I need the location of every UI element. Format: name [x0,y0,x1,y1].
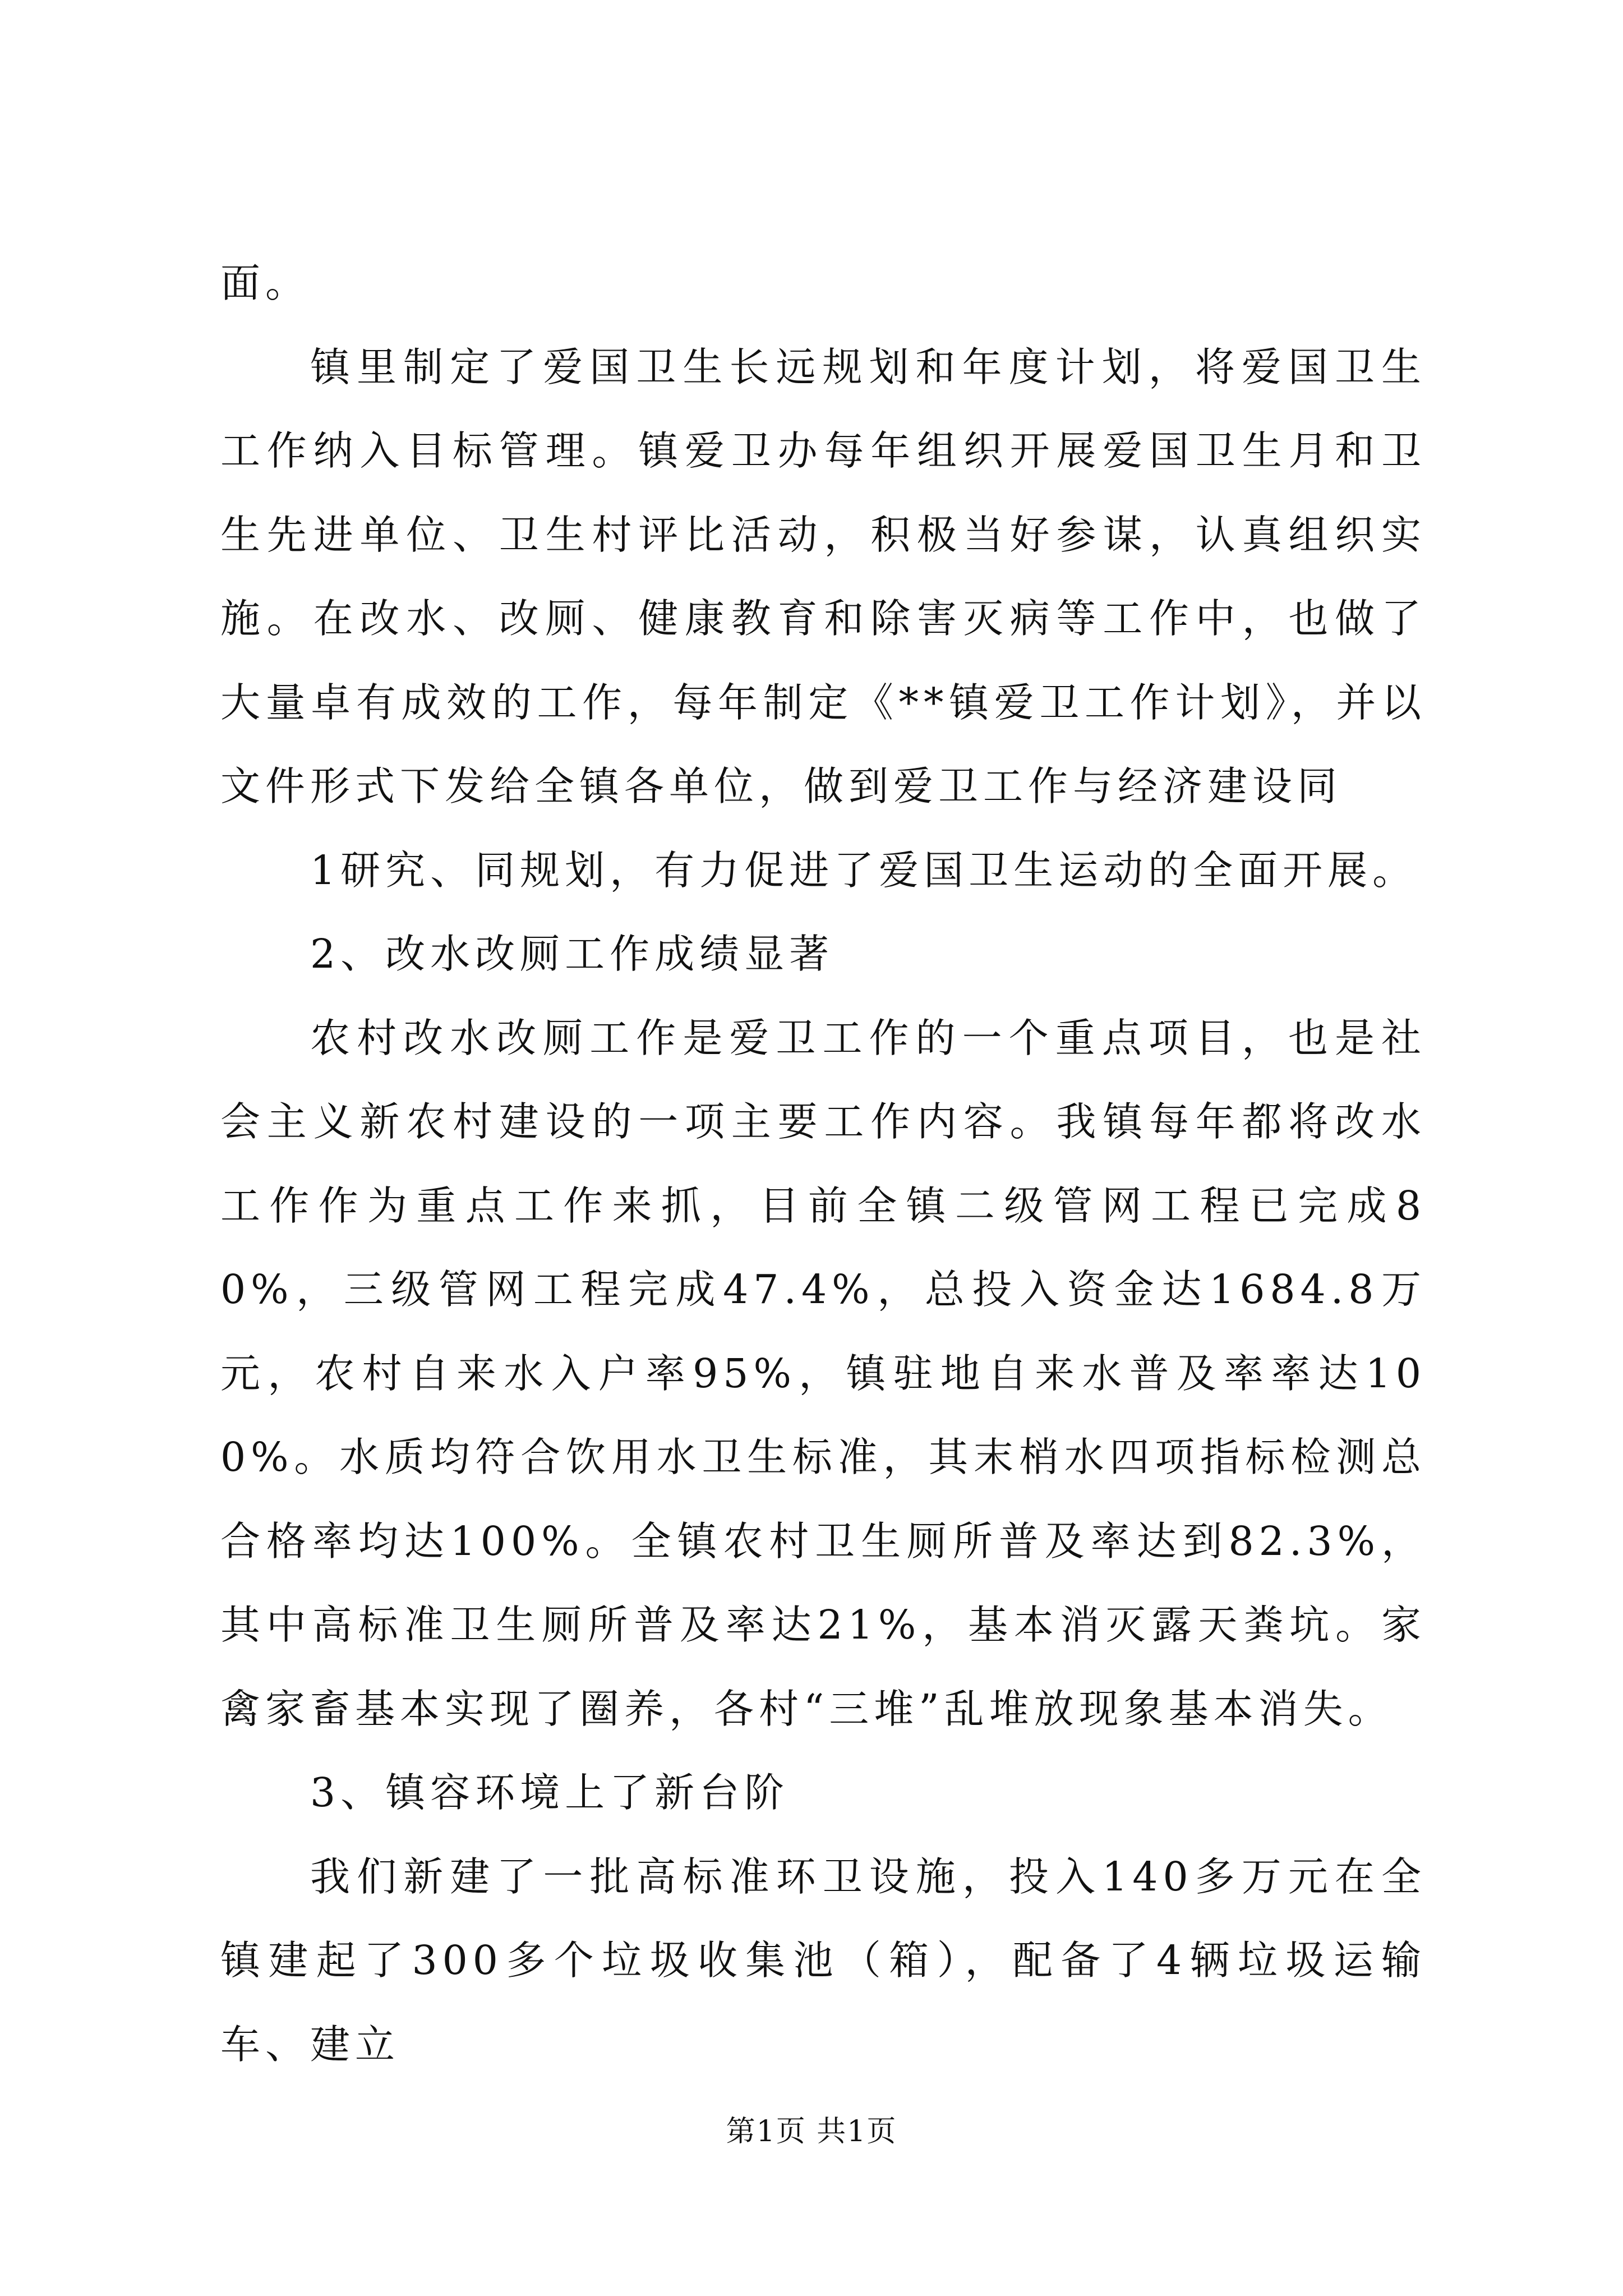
paragraph-1: 面。 [220,260,311,306]
paragraph-7: 我们新建了一批高标准环卫设施，投入140多万元在全镇建起了300多个垃圾收集池（箱），配备了4辆垃圾运输车、建立 [220,1853,1426,2068]
section-heading-2: 2、改水改厕工作成绩显著 [310,931,834,977]
paragraph-2: 镇里制定了爱国卫生长远规划和年度计划，将爱国卫生工作纳入目标管理。镇爱卫办每年组织开展爱国卫生月和卫生先进单位、卫生村评比活动，积极当好参谋，认真组织实施。在改水、改厕、健康教育和除害灭病等工作中，也做了大量卓有成效的工作，每年制定《**镇爱卫工作计划》，并以文件形式下发给全镇各单位，做到爱卫工作与经济建设同 [220,343,1426,809]
section-heading-3: 3、镇容环境上了新台阶 [310,1769,790,1816]
paragraph-5: 农村改水改厕工作是爱卫工作的一个重点项目，也是社会主义新农村建设的一项主要工作内容。我镇每年都将改水工作作为重点工作来抓，目前全镇二级管网工程已完成80%，三级管网工程完成47.4%，总投入资金达1684.8万元，农村自来水入户率95%，镇驻地自来水普及率率达100%。水质均符合饮用水卫生标准，其末梢水四项指标检测总合格率均达100%。全镇农村卫生厕所普及率达到82.3%，其中高标准卫生厕所普及率达21%，基本消灭露天粪坑。家禽家畜基本实现了圈养，各村“三堆”乱堆放现象基本消失。 [220,1014,1426,1732]
paragraph-3: 1研究、同规划，有力促进了爱国卫生运动的全面开展。 [310,846,1418,894]
document-body [220,241,1426,2086]
page-number-footer: 第1页 共1页 [726,2115,897,2148]
